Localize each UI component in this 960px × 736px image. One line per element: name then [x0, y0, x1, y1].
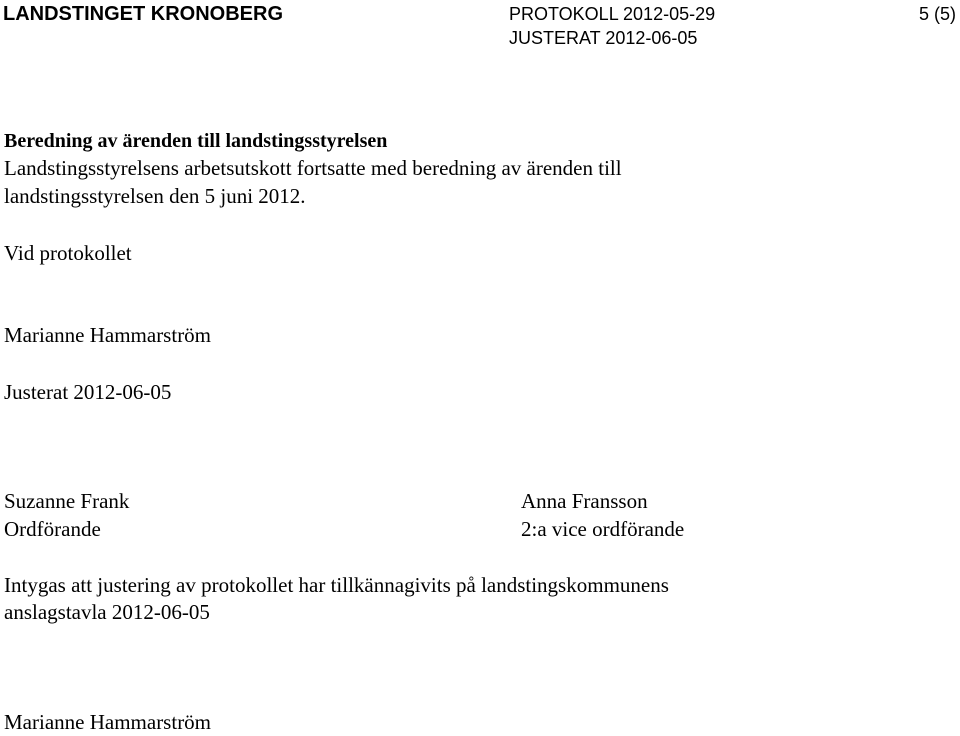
section-body-line-2: landstingsstyrelsen den 5 juni 2012.	[4, 184, 306, 208]
signatory-role: 2:a vice ordförande	[521, 517, 685, 541]
section-heading: Beredning av ärenden till landstingsstyrelsen	[4, 130, 388, 152]
section-body-line-1: Landstingsstyrelsens arbetsutskott fortsatte med beredning av ärenden till	[4, 156, 622, 180]
signatory-name: Suzanne Frank	[4, 489, 130, 513]
minutes-label: Vid protokollet	[4, 241, 132, 265]
signatory-role: Ordförande	[4, 517, 101, 541]
signatory-name: Anna Fransson	[521, 489, 648, 513]
page-number: 5 (5)	[918, 4, 956, 24]
secretary-name: Marianne Hammarström	[4, 323, 212, 347]
certification-signer: Marianne Hammarström	[4, 710, 212, 734]
adjusted-date: JUSTERAT 2012-06-05	[509, 28, 698, 48]
certification-line-1: Intygas att justering av protokollet har tillkännagivits på landstingskommunens	[4, 573, 669, 597]
protocol-date: PROTOKOLL 2012-05-29	[509, 4, 716, 24]
organization-name: LANDSTINGET KRONOBERG	[3, 3, 283, 25]
certification-line-2: anslagstavla 2012-06-05	[4, 600, 210, 624]
adjusted-label: Justerat 2012-06-05	[4, 380, 172, 404]
